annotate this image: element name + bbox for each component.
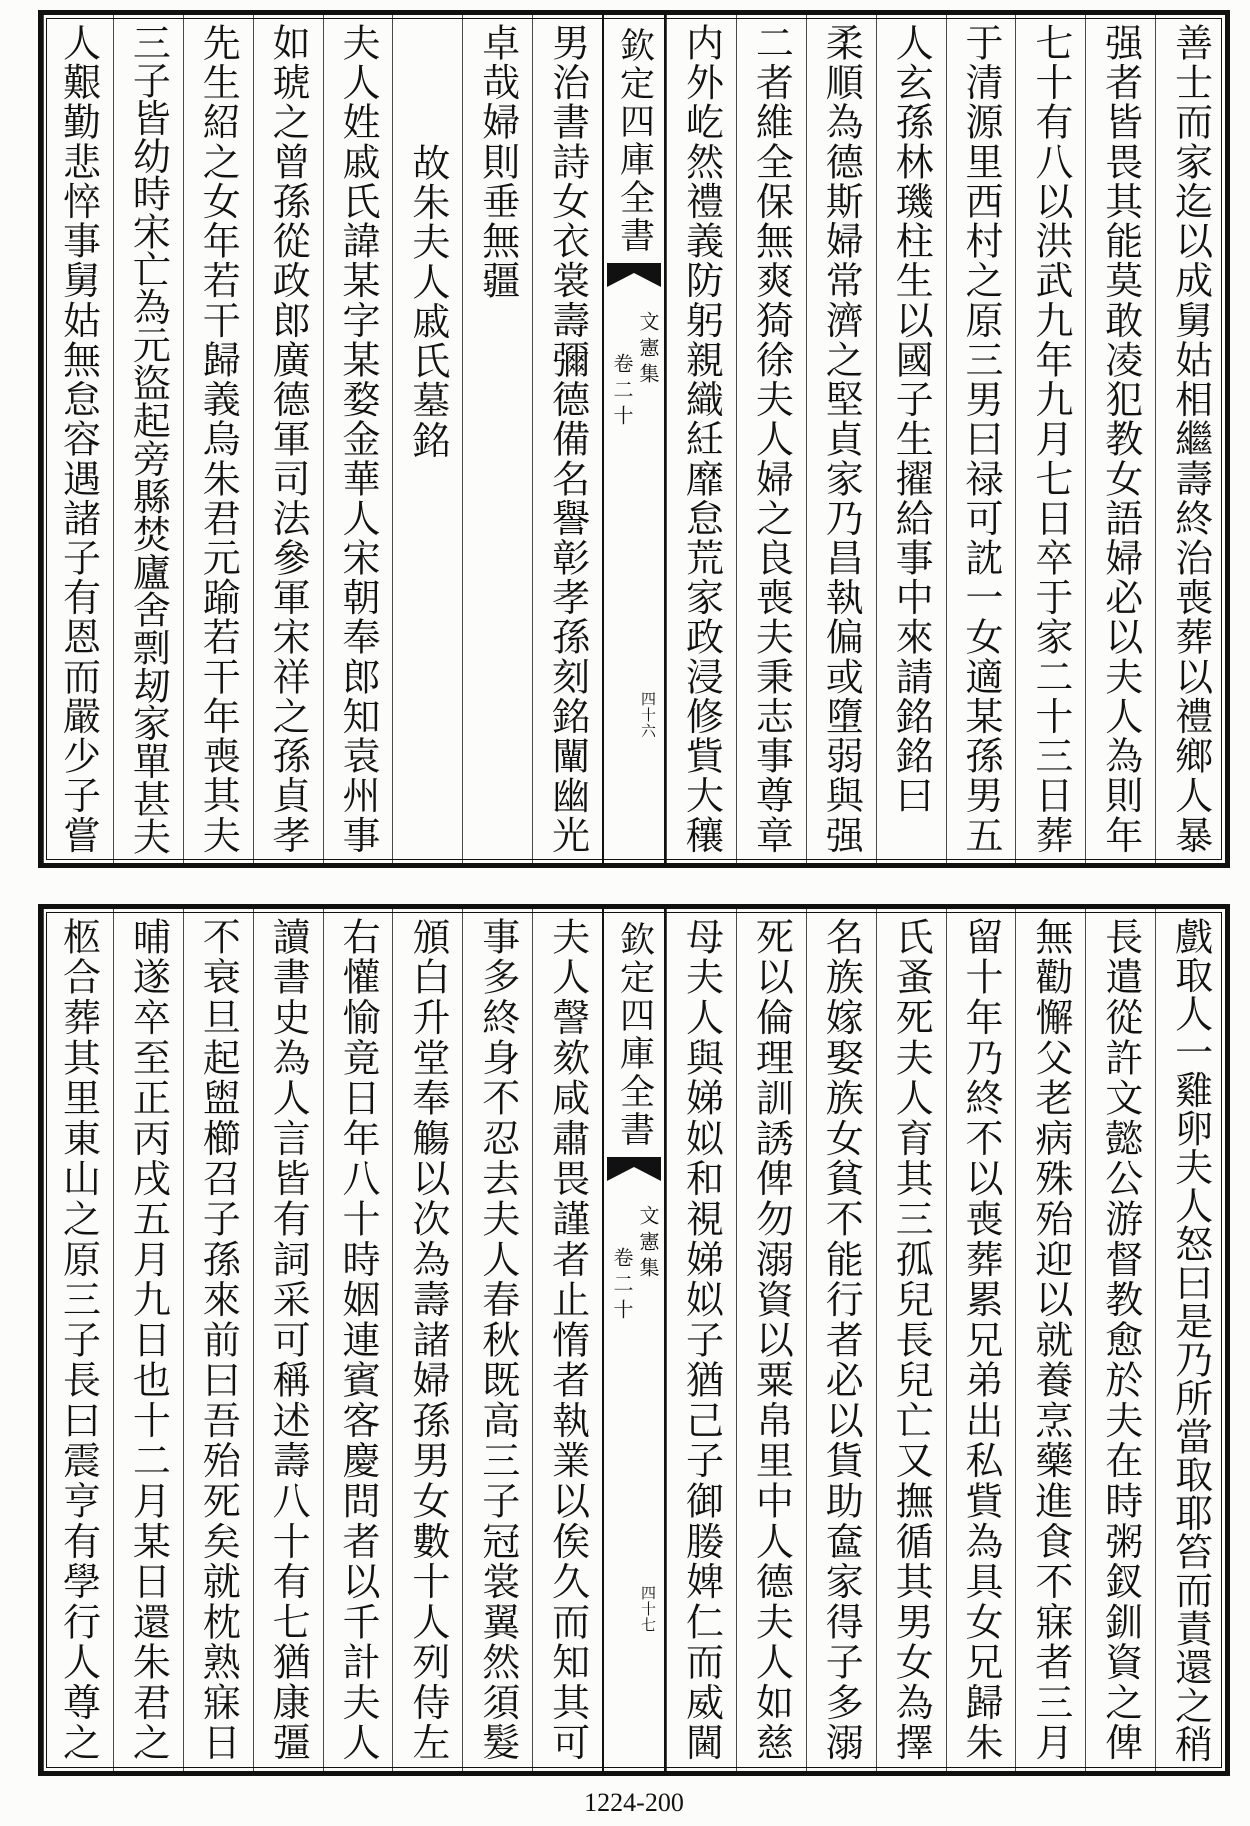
column-text: 名族嫁娶族女貧不能行者必以貨助奩家得子多溺 — [819, 917, 864, 1764]
column-text: 長遣從許文懿公游督教愈於夫在時粥釵釧資之俾 — [1098, 917, 1143, 1764]
volume-label: 卷二十 — [610, 1247, 634, 1325]
text-column — [253, 909, 323, 1771]
column-text: 人玄孫林璣柱生以國子生擢給事中來請銘銘曰 — [889, 23, 934, 816]
column-text: 母夫人與娣姒和視娣姒子猶己子御媵婢仁而威閫 — [679, 917, 724, 1764]
collection-title: 文憲集 — [636, 1205, 660, 1283]
text-column — [462, 909, 532, 1771]
column-text: 善士而家迄以成舅姑相繼壽終治喪葬以禮鄉人暴 — [1168, 23, 1213, 856]
text-column — [532, 909, 602, 1771]
column-text: 于清源里西村之原三男曰禄可訦一女適某孫男五 — [958, 23, 1003, 856]
leaf-number: 四十七 — [639, 1585, 657, 1633]
text-column — [253, 15, 323, 863]
column-text: 内外屹然禮義防躬親織紝靡怠荒家政浸修貲大穰 — [679, 23, 724, 856]
text-column — [183, 909, 253, 1771]
column-text: 右懽愉竟日年八十時姻連賓客慶問者以千計夫人 — [335, 917, 380, 1764]
column-text: 頒白升堂奉觴以次為壽諸婦孫男女數十人列侍左 — [405, 917, 450, 1764]
text-column — [43, 15, 113, 863]
text-column — [666, 15, 736, 863]
column-text: 先生紹之女年若干歸義烏朱君元踰若干年喪其夫 — [196, 23, 241, 856]
text-column — [113, 15, 183, 863]
column-text: 晡遂卒至正丙戌五月九日也十二月某日還朱君之 — [126, 917, 171, 1764]
column-text: 氏蚤死夫人育其三孤兒長兒亡又撫循其男女為擇 — [889, 917, 934, 1764]
column-text: 無勸懈父老病殊殆迎以就養烹藥進食不寐者三月 — [1028, 917, 1073, 1764]
column-text: 事多終身不忍去夫人春秋既高三子冠裳翼然須髮 — [475, 917, 520, 1764]
text-column — [462, 15, 532, 863]
column-text: 夫人姓戚氏諱某字某婺金華人宋朝奉郎知袁州事 — [335, 23, 380, 856]
collection-title: 文憲集 — [636, 311, 660, 389]
text-column — [532, 15, 602, 863]
text-column — [806, 15, 876, 863]
leaf-panel-top — [38, 10, 1230, 868]
text-column — [43, 909, 113, 1771]
column-text: 死以倫理訓誘俾勿溺資以粟帛里中人德夫人如慈 — [749, 917, 794, 1764]
text-column — [1015, 909, 1085, 1771]
inscription-title-column — [392, 15, 462, 863]
column-text: 人艱勤悲悴事舅姑無怠容遇諸子有恩而嚴少子嘗 — [56, 23, 101, 856]
text-column — [113, 909, 183, 1771]
leaf-panel-bottom — [38, 904, 1230, 1776]
center-column — [602, 909, 666, 1771]
column-text: 如琥之曾孫從政郎廣德軍司法參軍宋祥之孫貞孝 — [266, 23, 311, 856]
book-title-block — [604, 921, 664, 1149]
fishtail-icon — [607, 263, 661, 287]
column-text: 男治書詩女衣裳壽彌德備名譽彰孝孫刻銘闡幽光 — [545, 23, 590, 856]
text-column — [946, 15, 1016, 863]
column-text: 戲取人一雞卵夫人怒曰是乃所當取耶笞而責還之稍 — [1168, 917, 1213, 1763]
text-column — [1085, 15, 1155, 863]
text-column — [946, 909, 1016, 1771]
column-text: 夫人謦欬咸肅畏謹者止惰者執業以俟久而知其可 — [545, 917, 590, 1764]
column-text: 三子皆幼時宋亡為元盜起旁縣焚廬舍剽刼家單甚夫 — [126, 23, 171, 856]
text-column — [183, 15, 253, 863]
column-text: 强者皆畏其能莫敢凌犯教女語婦必以夫人為則年 — [1098, 23, 1143, 856]
column-text: 留十年乃終不以喪葬累兄弟出私貲為具女兄歸朱 — [958, 917, 1003, 1764]
column-text: 柔順為德斯婦常濟之堅貞家乃昌執偏或墮弱與强 — [819, 23, 864, 856]
volume-label: 卷二十 — [610, 353, 634, 431]
text-column — [876, 15, 946, 863]
text-column — [392, 909, 462, 1771]
text-column — [736, 15, 806, 863]
book-title-block — [604, 27, 664, 255]
center-column — [602, 15, 666, 863]
text-column — [736, 909, 806, 1771]
text-column — [1155, 909, 1225, 1771]
book-title: 欽定四庫全書 — [614, 27, 655, 255]
book-title: 欽定四庫全書 — [614, 921, 655, 1149]
text-column — [1155, 15, 1225, 863]
column-text: 不衰旦起盥櫛召子孫來前曰吾殆死矣就枕熟寐日 — [196, 917, 241, 1764]
text-column — [666, 909, 736, 1771]
column-text: 七十有八以洪武九年九月七日卒于家二十三日葬 — [1028, 23, 1073, 856]
column-text: 讀書史為人言皆有詞采可稱述壽八十有七猶康彊 — [266, 917, 311, 1764]
text-column — [323, 15, 393, 863]
column-text: 二者維全保無爽猗徐夫人婦之良喪夫秉志事尊章 — [749, 23, 794, 856]
text-column — [323, 909, 393, 1771]
column-text: 柩合葬其里東山之原三子長曰震亨有學行人尊之 — [56, 917, 101, 1764]
column-text: 卓哉婦則垂無疆 — [475, 23, 520, 301]
page-label: 1224-200 — [584, 1788, 684, 1817]
fishtail-icon — [607, 1157, 661, 1181]
text-column — [806, 909, 876, 1771]
text-column — [1085, 909, 1155, 1771]
text-column — [1015, 15, 1085, 863]
inscription-title: 故朱夫人戚氏墓銘 — [405, 143, 450, 460]
leaf-number: 四十六 — [639, 691, 657, 739]
text-column — [876, 909, 946, 1771]
